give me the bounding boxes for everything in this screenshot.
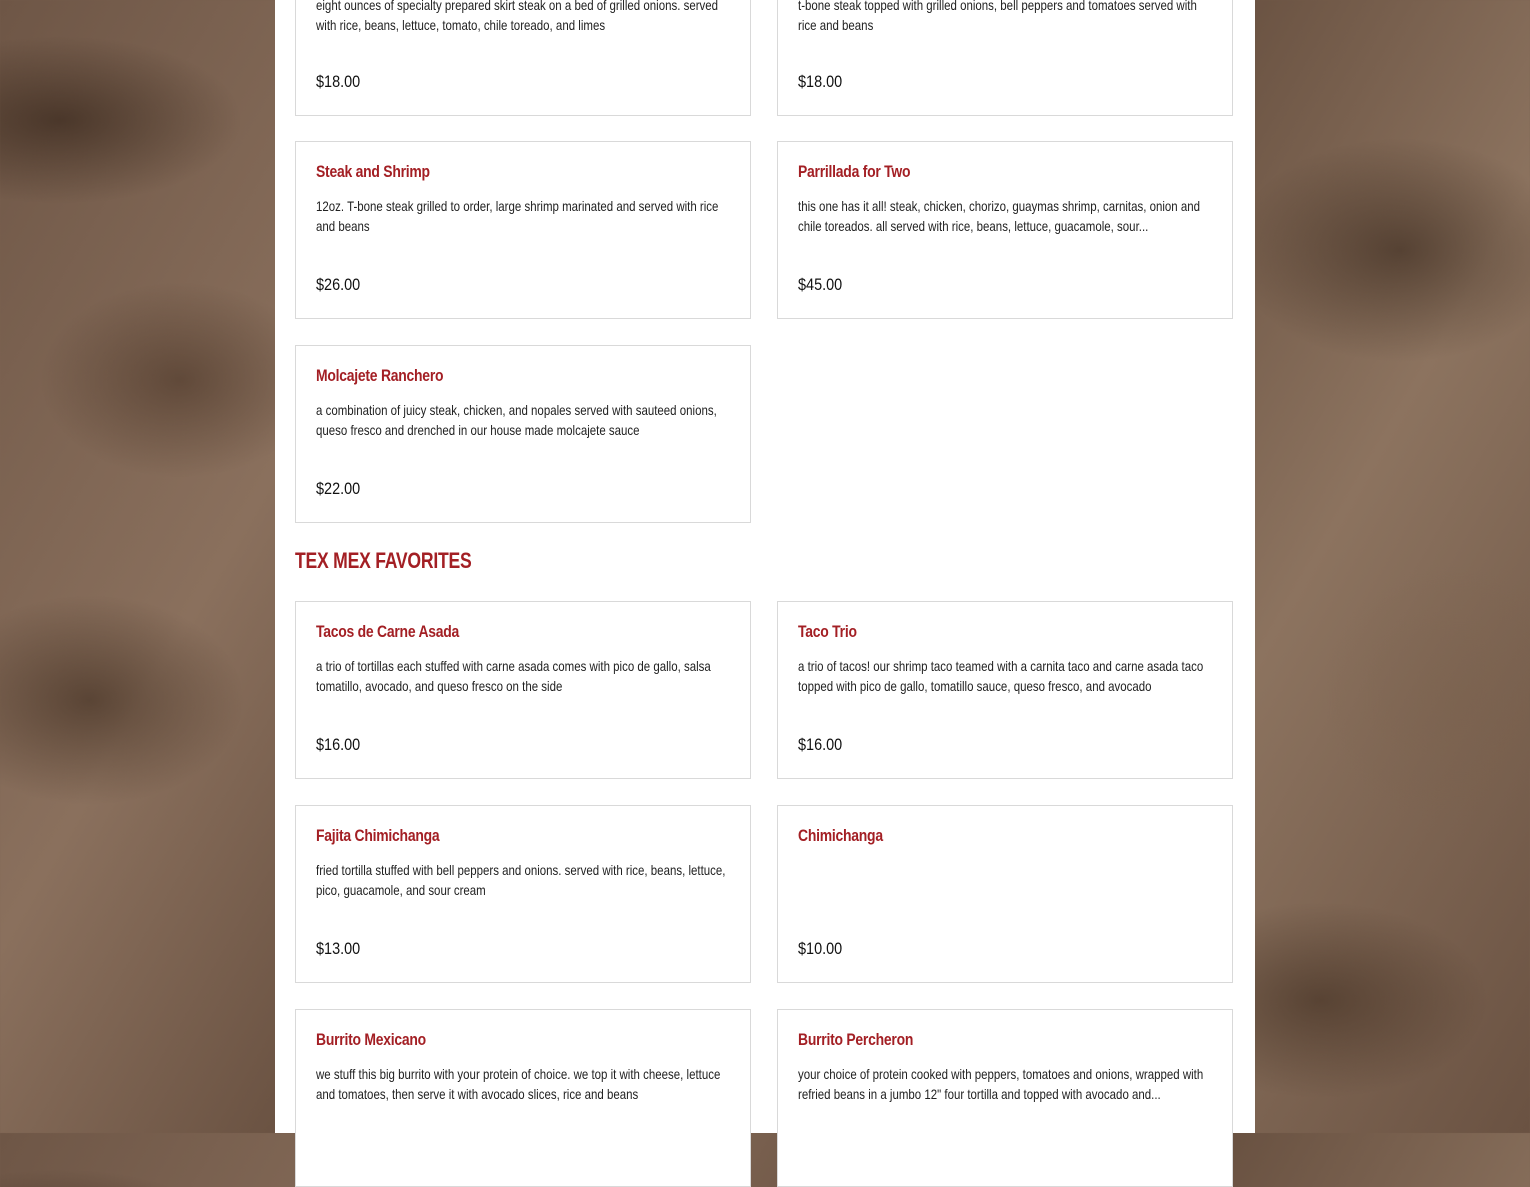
menu-item-card[interactable] [295, 1009, 751, 1187]
menu-item-price: $13.00 [316, 939, 361, 958]
menu-item-price: $10.00 [798, 939, 843, 958]
menu-item-name: Burrito Percheron [798, 1030, 914, 1049]
menu-item-description: your choice of protein cooked with peppers, tomatoes and onions, wrapped with refried beans in a jumbo 12" four tortilla and topped with avocado and... [798, 1066, 1204, 1102]
menu-item-description: fried tortilla stuffed with bell peppers and onions. served with rice, beans, lettuce, pico, guacamole, and sour cream [316, 862, 726, 898]
menu-item-card[interactable] [777, 805, 1233, 983]
menu-item-price: $18.00 [316, 72, 361, 91]
menu-column [275, 0, 1255, 1133]
menu-item-name: Steak and Shrimp [316, 162, 430, 181]
menu-item-price: $45.00 [798, 275, 843, 294]
menu-item-description: a trio of tacos! our shrimp taco teamed with a carnita taco and carne asada taco topped with pico de gallo, tomatillo sauce, queso fresco, and avocado [798, 658, 1204, 694]
menu-item-card[interactable] [295, 0, 751, 116]
menu-item-price: $18.00 [798, 72, 843, 91]
menu-item-card[interactable] [777, 601, 1233, 779]
menu-item-name: Tacos de Carne Asada [316, 622, 460, 641]
menu-item-price: $22.00 [316, 479, 361, 498]
menu-item-name: Chimichanga [798, 826, 883, 845]
menu-item-name: Molcajete Ranchero [316, 366, 444, 385]
menu-item-description: eight ounces of specialty prepared skirt steak on a bed of grilled onions. served with rice, beans, lettuce, tomato, chile toreado, and limes [316, 0, 719, 33]
menu-item-price: $16.00 [798, 735, 843, 754]
menu-item-card[interactable] [777, 1009, 1233, 1187]
menu-item-card[interactable] [777, 141, 1233, 319]
menu-item-description: t-bone steak topped with grilled onions, bell peppers and tomatoes served with rice and beans [798, 0, 1197, 33]
menu-item-name: Parrillada for Two [798, 162, 911, 181]
menu-item-card[interactable] [295, 601, 751, 779]
menu-item-price: $16.00 [316, 735, 361, 754]
menu-item-card[interactable] [295, 141, 751, 319]
menu-item-price: $26.00 [316, 275, 361, 294]
menu-item-description: we stuff this big burrito with your protein of choice. we top it with cheese, lettuce and tomatoes, then serve it with avocado slices, rice and beans [316, 1066, 721, 1102]
menu-item-description: a trio of tortillas each stuffed with carne asada comes with pico de gallo, salsa tomatillo, avocado, and queso fresco on the side [316, 658, 711, 694]
menu-item-description: this one has it all! steak, chicken, chorizo, guaymas shrimp, carnitas, onion and chile toreados. all served with rice, beans, lettuce, guacamole, sour... [798, 198, 1201, 234]
menu-item-description: 12oz. T-bone steak grilled to order, large shrimp marinated and served with rice and beans [316, 198, 719, 234]
section-title: TEX MEX FAVORITES [295, 548, 472, 573]
menu-item-name: Fajita Chimichanga [316, 826, 440, 845]
menu-item-description: a combination of juicy steak, chicken, and nopales served with sauteed onions, queso fresco and drenched in our house made molcajete sauce [316, 402, 717, 438]
menu-item-card[interactable] [777, 0, 1233, 116]
menu-item-card[interactable] [295, 345, 751, 523]
menu-item-name: Burrito Mexicano [316, 1030, 426, 1049]
menu-item-card[interactable] [295, 805, 751, 983]
menu-item-name: Taco Trio [798, 622, 857, 641]
